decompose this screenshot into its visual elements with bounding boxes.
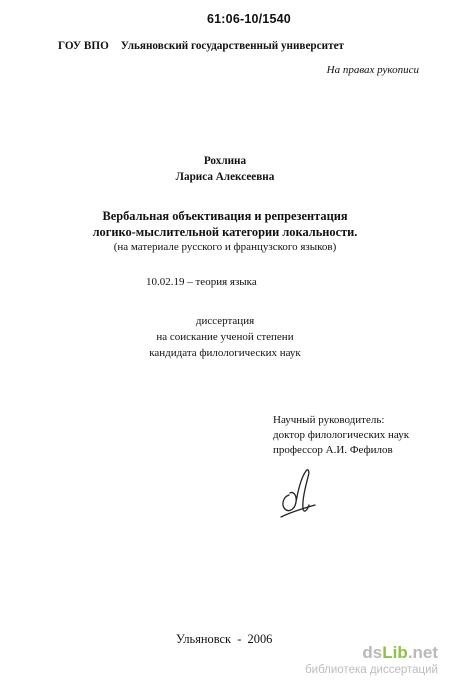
document-kind: диссертация	[195, 315, 255, 327]
watermark-logo-lib: Lib	[382, 643, 408, 662]
place-and-year: Ульяновск - 2006	[176, 632, 273, 646]
thesis-subtitle: (на материале русского и французского языков)	[113, 241, 337, 253]
degree-name: кандидата филологических наук	[149, 347, 301, 359]
watermark	[305, 644, 438, 676]
watermark-tagline: библиотека диссертаций	[305, 664, 438, 676]
watermark-logo	[305, 644, 438, 662]
institution-header	[58, 40, 344, 52]
university-name: Ульяновский государственный университет	[120, 40, 345, 52]
supervisor-name: профессор А.И. Фефилов	[273, 444, 393, 456]
degree-purpose: на соискание ученой степени	[156, 331, 294, 343]
watermark-logo-net: .net	[407, 643, 438, 662]
org-abbreviation: ГОУ ВПО	[58, 40, 109, 52]
watermark-logo-ds: ds	[362, 643, 383, 662]
signature-icon	[275, 465, 323, 520]
archive-stamp: 61:06-10/1540	[207, 12, 291, 26]
specialty-code: 10.02.19 – теория языка	[146, 276, 257, 288]
author-surname: Рохлина	[203, 155, 247, 167]
thesis-title-line-2: логико-мыслительной категории локальности.	[92, 225, 358, 239]
thesis-title-line-1: Вербальная объективация и репрезентация	[102, 209, 348, 223]
supervisor-degree: доктор филологических наук	[273, 429, 410, 441]
manuscript-rights-note: На правах рукописи	[326, 64, 419, 76]
supervisor-label: Научный руководитель:	[273, 414, 385, 426]
author-name: Лариса Алексеевна	[175, 171, 275, 183]
